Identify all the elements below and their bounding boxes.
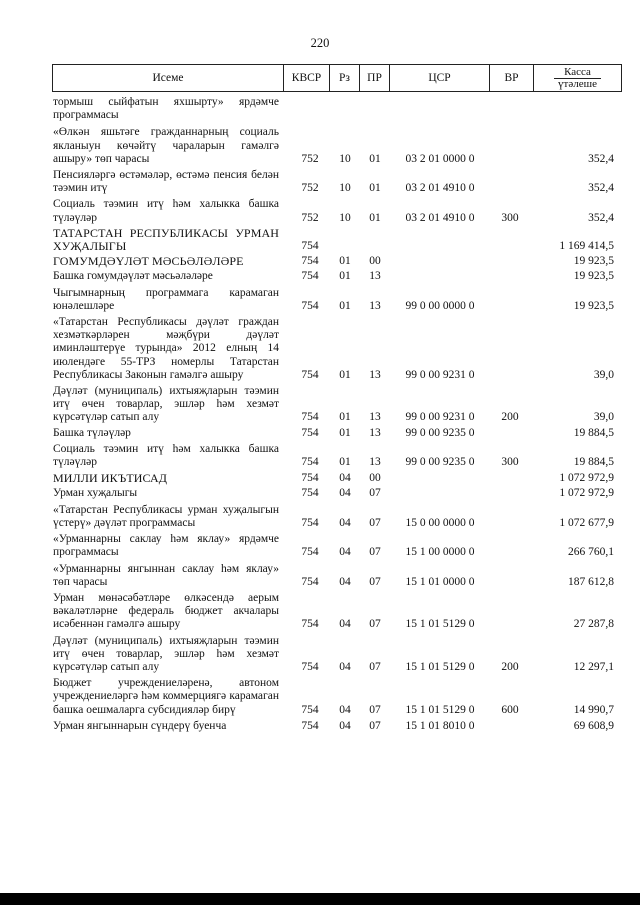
row-vr: 200 [501, 660, 519, 673]
row-pr: 07 [369, 660, 381, 673]
row-pr: 07 [369, 703, 381, 716]
table-row [52, 255, 622, 268]
row-kassa: 187 612,8 [568, 575, 614, 588]
row-kvsr: 752 [301, 152, 319, 165]
row-kassa: 19 923,5 [573, 299, 614, 312]
row-rz: 04 [339, 487, 351, 500]
table-row [52, 635, 622, 675]
table-header [52, 64, 622, 92]
row-pr: 07 [369, 719, 381, 732]
row-kvsr: 754 [301, 456, 319, 469]
row-vr: 300 [501, 456, 519, 469]
row-pr: 01 [369, 182, 381, 195]
row-name: «Татарстан Республикасы дәүләт граждан хезмәткәрләрен мәҗбүри дәүләт иминләштерүе турында» 2012 елның 14 июлендәге 55-ТРЗ номерлы Татарстан Республикасы Законын гамәлгә ашыру [53, 316, 279, 381]
table-row [52, 316, 622, 382]
row-kassa: 19 923,5 [573, 255, 614, 268]
row-vr: 600 [501, 703, 519, 716]
row-kassa: 19 884,5 [573, 426, 614, 439]
table-body [52, 93, 622, 733]
row-kvsr: 754 [301, 255, 319, 268]
row-name: Урман янгыннарын сүндерү буенча [53, 719, 227, 732]
row-rz: 04 [339, 546, 351, 559]
row-name: «Татарстан Республикасы урман хуҗалыгын үстерү» дәүләт программасы [53, 503, 279, 529]
table-row [52, 227, 622, 253]
row-kvsr: 754 [301, 411, 319, 424]
header-kassa-line2: үтәлеше [554, 78, 601, 90]
row-kvsr: 754 [301, 240, 319, 253]
table-row [52, 487, 622, 500]
row-kvsr: 754 [301, 660, 319, 673]
row-name: Дәүләт (муниципаль) ихтыяҗларын тәэмин итү өчен товарлар, эшләр һәм хезмәт күрсәтүләр сатып алу [53, 634, 279, 673]
row-rz: 04 [339, 703, 351, 716]
table-row [52, 427, 622, 440]
row-kvsr: 754 [301, 546, 319, 559]
row-kvsr: 752 [301, 182, 319, 195]
row-vr: 200 [501, 411, 519, 424]
row-pr: 07 [369, 618, 381, 631]
row-kassa: 1 169 414,5 [559, 240, 614, 253]
table-row [52, 533, 622, 559]
row-kvsr: 754 [301, 472, 319, 485]
row-name: «Өлкән яшьтәге гражданнарның социаль якланыун көчәйтү чараларын гамәлгә ашыру» төп чарасы [53, 126, 279, 165]
row-rz: 04 [339, 516, 351, 529]
row-kvsr: 754 [301, 575, 319, 588]
row-pr: 01 [369, 211, 381, 224]
row-pr: 07 [369, 575, 381, 588]
row-csr: 99 0 00 9231 0 [405, 368, 475, 381]
table-row [52, 126, 622, 166]
header-kassa-line1: Касса [564, 65, 591, 78]
row-csr: 03 2 01 4910 0 [405, 182, 475, 195]
header-kassa [533, 65, 621, 91]
row-csr: 15 1 01 5129 0 [405, 618, 475, 631]
row-csr: 15 1 00 0000 0 [405, 546, 475, 559]
row-name: ТАТАРСТАН РЕСПУБЛИКАСЫ УРМАН ХУҖАЛЫГЫ [53, 225, 279, 254]
row-name: Социаль тәэмин итү һәм халыкка башка түләүләр [53, 198, 279, 224]
row-name: Бюджет учреждениеләренә, автоном учреждениеләргә һәм коммерциягә карамаган башка оешмаларга субсидияләр бирү [53, 677, 279, 716]
row-kassa: 19 884,5 [573, 456, 614, 469]
table-row [52, 677, 622, 717]
row-kvsr: 754 [301, 703, 319, 716]
row-rz: 01 [339, 456, 351, 469]
row-rz: 10 [339, 182, 351, 195]
row-csr: 03 2 01 4910 0 [405, 211, 475, 224]
table-row [52, 270, 622, 283]
table-row [52, 472, 622, 485]
table-row [52, 592, 622, 632]
row-csr: 15 0 00 0000 0 [405, 516, 475, 529]
row-pr: 00 [369, 472, 381, 485]
row-rz: 10 [339, 152, 351, 165]
row-csr: 15 1 01 5129 0 [405, 660, 475, 673]
row-rz: 01 [339, 368, 351, 381]
row-csr: 99 0 00 9235 0 [405, 456, 475, 469]
row-pr: 13 [369, 299, 381, 312]
row-kassa: 1 072 972,9 [559, 472, 614, 485]
row-csr: 15 1 01 8010 0 [405, 719, 475, 732]
table-row [52, 169, 622, 195]
row-pr: 13 [369, 456, 381, 469]
row-rz: 10 [339, 211, 351, 224]
table-row [52, 198, 622, 224]
row-name: Урман мөнәсәбәтләре өлкәсендә аерым вәкаләтләрне федераль бюджет акчалары исәбеннән гамәлгә ашыру [53, 591, 279, 631]
row-pr: 00 [369, 255, 381, 268]
row-name: МИЛЛИ ИКЪТИСАД [53, 471, 168, 486]
page-number: 220 [310, 36, 330, 50]
table-row [52, 563, 622, 589]
row-pr: 13 [369, 270, 381, 283]
row-name: ГОМУМДӘҮЛӘТ МӘСЬӘЛӘЛӘРЕ [53, 254, 244, 269]
row-csr: 99 0 00 9231 0 [405, 411, 475, 424]
row-pr: 07 [369, 516, 381, 529]
row-name: тормыш сыйфатын яхшырту» ярдәмче программасы [53, 96, 279, 122]
row-name: Социаль тәэмин итү һәм халыкка башка түләүләр [53, 442, 279, 469]
row-kassa: 352,4 [588, 211, 614, 224]
row-csr: 15 1 01 0000 0 [405, 575, 475, 588]
row-name: Пенсияләргә өстәмәләр, өстәмә пенсия белән тәэмин итү [53, 169, 279, 195]
row-pr: 01 [369, 152, 381, 165]
row-kassa: 1 072 972,9 [559, 487, 614, 500]
row-kvsr: 754 [301, 270, 319, 283]
row-csr: 99 0 00 0000 0 [405, 299, 475, 312]
row-kassa: 14 990,7 [573, 703, 614, 716]
table-row [52, 443, 622, 469]
row-kassa: 27 287,8 [573, 618, 614, 631]
row-kvsr: 752 [301, 211, 319, 224]
row-pr: 07 [369, 487, 381, 500]
row-rz: 04 [339, 575, 351, 588]
row-pr: 13 [369, 426, 381, 439]
header-pr: ПР [359, 65, 389, 91]
row-kassa: 39,0 [593, 368, 614, 381]
row-vr: 300 [501, 211, 519, 224]
row-kassa: 266 760,1 [568, 546, 614, 559]
row-name: «Урманнарны янгыннан саклау һәм яклау» төп чарасы [53, 562, 279, 588]
header-csr: ЦСР [389, 65, 489, 91]
header-vr: ВР [489, 65, 533, 91]
row-pr: 07 [369, 546, 381, 559]
row-name: «Урманнарны саклау һәм яклау» ярдәмче программасы [53, 533, 279, 559]
row-rz: 04 [339, 719, 351, 732]
row-kassa: 19 923,5 [573, 270, 614, 283]
row-kassa: 39,0 [593, 411, 614, 424]
header-name: Исеме [152, 71, 184, 84]
table-row [52, 287, 622, 313]
row-kassa: 69 608,9 [573, 719, 614, 732]
row-name: Башка түләүләр [53, 426, 131, 439]
page-bottom-border [0, 893, 640, 905]
row-rz: 04 [339, 472, 351, 485]
row-kassa: 1 072 677,9 [559, 516, 614, 529]
row-pr: 13 [369, 368, 381, 381]
row-name: Чыгымнарның программага карамаган юнәлешләре [53, 286, 279, 312]
row-kvsr: 754 [301, 487, 319, 500]
row-name: Дәүләт (муниципаль) ихтыяҗларын тәэмин итү өчен товарлар, эшләр һәм хезмәт күрсәтүләр сатып алу [53, 385, 279, 424]
row-rz: 04 [339, 618, 351, 631]
row-kvsr: 754 [301, 368, 319, 381]
table-row [52, 385, 622, 425]
row-rz: 01 [339, 299, 351, 312]
row-rz: 01 [339, 411, 351, 424]
table-row [52, 504, 622, 530]
row-kvsr: 754 [301, 426, 319, 439]
row-csr: 99 0 00 9235 0 [405, 426, 475, 439]
row-kassa: 352,4 [588, 182, 614, 195]
row-csr: 03 2 01 0000 0 [405, 152, 475, 165]
row-pr: 13 [369, 411, 381, 424]
row-kvsr: 754 [301, 618, 319, 631]
row-name: Башка гомумдәүләт мәсьәләләре [53, 270, 213, 283]
row-kvsr: 754 [301, 516, 319, 529]
table-row [52, 96, 622, 122]
row-rz: 01 [339, 426, 351, 439]
table-row [52, 720, 622, 733]
row-rz: 04 [339, 660, 351, 673]
row-rz: 01 [339, 270, 351, 283]
row-csr: 15 1 01 5129 0 [405, 703, 475, 716]
row-kvsr: 754 [301, 299, 319, 312]
row-kassa: 352,4 [588, 152, 614, 165]
row-rz: 01 [339, 255, 351, 268]
row-kassa: 12 297,1 [573, 660, 614, 673]
row-kvsr: 754 [301, 719, 319, 732]
row-name: Урман хуҗалыгы [53, 487, 138, 500]
header-kvsr: КВСР [283, 65, 329, 91]
header-rz: Рз [329, 65, 359, 91]
